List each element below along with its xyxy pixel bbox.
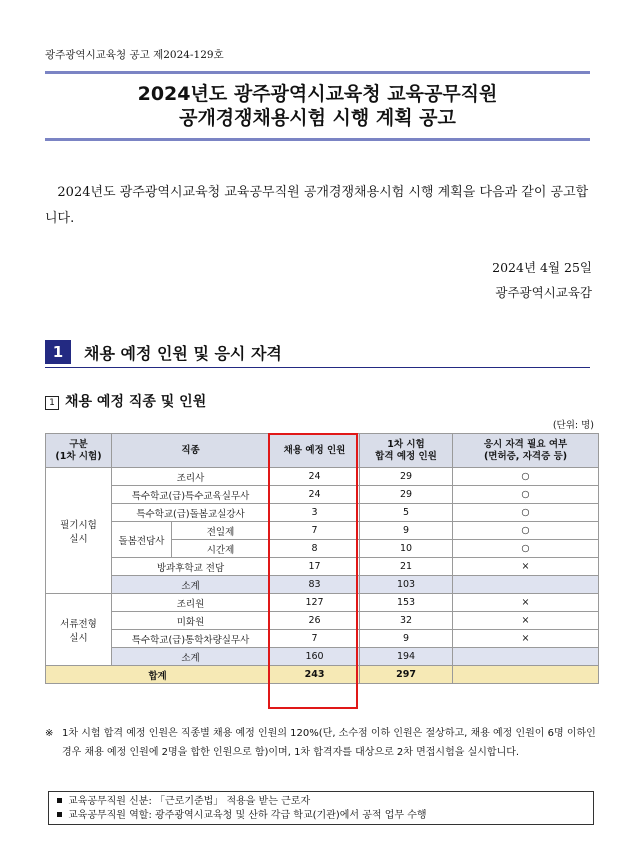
first-cell: 103 [360, 576, 453, 594]
info-box [48, 791, 594, 825]
subsection-marker: 1 [45, 396, 59, 410]
intro-text: 2024년도 광주광역시교육청 교육공무직원 공개경쟁채용시험 시행 계획을 다음과 같이 공고합니다. [45, 185, 589, 226]
section-title: 채용 예정 인원 및 응시 자격 [84, 344, 282, 363]
first-cell: 5 [360, 504, 453, 522]
header-group-l1: 구분 [69, 438, 88, 450]
section-number-badge: 1 [45, 340, 71, 364]
page-title [45, 82, 590, 130]
planned-cell: 26 [270, 612, 360, 630]
header-planned: 채용 예정 인원 [270, 434, 360, 468]
license-cell: × [453, 558, 599, 576]
notice-date: 2024년 4월 25일 [492, 260, 592, 275]
table-row [46, 594, 599, 612]
table-row [46, 504, 599, 522]
table-header-row [46, 434, 599, 468]
first-cell: 32 [360, 612, 453, 630]
title-rule-top [45, 71, 590, 74]
unit-label: (단위: 명) [552, 420, 594, 431]
info-item [57, 795, 585, 809]
title-rule-bottom [45, 138, 590, 141]
footnote [45, 724, 600, 762]
recruitment-table [45, 433, 599, 684]
bullet-square-icon [57, 812, 62, 817]
planned-cell: 3 [270, 504, 360, 522]
header-first-l1: 1차 시험 [387, 438, 425, 450]
planned-cell: 7 [270, 630, 360, 648]
table-row [46, 630, 599, 648]
title-line-1: 2024년도 광주광역시교육청 교육공무직원 [137, 83, 498, 105]
license-cell [453, 648, 599, 666]
license-cell: ○ [453, 486, 599, 504]
planned-cell: 8 [270, 540, 360, 558]
header-license-l1: 응시 자격 필요 여부 [483, 438, 568, 450]
table-row [46, 468, 599, 486]
total-row [46, 666, 599, 684]
license-cell [453, 576, 599, 594]
table-row [46, 612, 599, 630]
planned-cell: 243 [270, 666, 360, 684]
first-cell: 9 [360, 630, 453, 648]
first-cell: 10 [360, 540, 453, 558]
header-license-l2: (면허증, 자격증 등) [483, 450, 568, 462]
first-cell: 194 [360, 648, 453, 666]
total-label: 합계 [46, 666, 270, 684]
job-cell: 특수학교(급)특수교육실무사 [112, 486, 270, 504]
footnote-text: 1차 시험 합격 예정 인원은 직종별 채용 예정 인원의 120%(단, 소수점 이하 인원은 절상하고, 채용 예정 인원이 6명 이하인 경우 채용 예정 인원에 2명을 합한 인원으로 함)이며, 1차 합격자를 대상으로 2차 면접시험을 실시합니다. [62, 728, 596, 758]
job-cell: 특수학교(급)통학차량실무사 [112, 630, 270, 648]
planned-cell: 160 [270, 648, 360, 666]
planned-cell: 24 [270, 468, 360, 486]
first-cell: 9 [360, 522, 453, 540]
notice-number: 광주광역시교육청 공고 제2024-129호 [45, 49, 224, 61]
subsection-title-text: 채용 예정 직종 및 인원 [65, 394, 207, 410]
header-group-l2: (1차 시험) [55, 450, 102, 462]
job-cell: 조리사 [112, 468, 270, 486]
license-cell [453, 666, 599, 684]
license-cell: ○ [453, 468, 599, 486]
planned-cell: 24 [270, 486, 360, 504]
job-cell: 특수학교(급)돌봄교실강사 [112, 504, 270, 522]
title-line-2: 공개경쟁채용시험 시행 계획 공고 [179, 107, 456, 129]
subtotal-row [46, 648, 599, 666]
planned-cell: 83 [270, 576, 360, 594]
header-first [360, 434, 453, 468]
table-row [46, 522, 599, 540]
subtotal-row [46, 576, 599, 594]
license-cell: × [453, 630, 599, 648]
planned-cell: 17 [270, 558, 360, 576]
footnote-mark: ※ [45, 728, 54, 739]
section-underline [45, 367, 590, 368]
subsection-title [45, 391, 206, 411]
table-row [46, 558, 599, 576]
group-document-l2: 실시 [69, 632, 88, 644]
table-row [46, 486, 599, 504]
job-cell: 전일제 [172, 522, 270, 540]
planned-cell: 7 [270, 522, 360, 540]
first-cell: 29 [360, 486, 453, 504]
header-license [453, 434, 599, 468]
info-item [57, 809, 585, 823]
license-cell: × [453, 594, 599, 612]
first-cell: 29 [360, 468, 453, 486]
job-cell: 소계 [112, 576, 270, 594]
header-group [46, 434, 112, 468]
group-document-l1: 서류전형 [60, 618, 97, 630]
job-cell: 방과후학교 전담 [112, 558, 270, 576]
first-cell: 21 [360, 558, 453, 576]
first-cell: 153 [360, 594, 453, 612]
group-written-l1: 필기시험 [60, 519, 97, 531]
info-item-text: 교육공무직원 신분: 「근로기준법」 적용을 받는 근로자 [68, 796, 311, 807]
header-job: 직종 [112, 434, 270, 468]
job-cell: 미화원 [112, 612, 270, 630]
job-cell: 조리원 [112, 594, 270, 612]
group-written [46, 468, 112, 594]
info-item-text: 교육공무직원 역할: 광주광역시교육청 및 산하 각급 학교(기관)에서 공적 업무 수행 [68, 810, 427, 821]
license-cell: ○ [453, 522, 599, 540]
header-first-l2: 합격 예정 인원 [375, 450, 437, 462]
first-cell: 297 [360, 666, 453, 684]
group-document [46, 594, 112, 666]
license-cell: ○ [453, 540, 599, 558]
care-job-group: 돌봄전담사 [112, 522, 172, 558]
intro-paragraph [45, 180, 593, 232]
license-cell: ○ [453, 504, 599, 522]
job-cell: 소계 [112, 648, 270, 666]
job-cell: 시간제 [172, 540, 270, 558]
license-cell: × [453, 612, 599, 630]
planned-cell: 127 [270, 594, 360, 612]
issuer: 광주광역시교육감 [495, 285, 592, 300]
group-written-l2: 실시 [69, 533, 88, 545]
bullet-square-icon [57, 798, 62, 803]
